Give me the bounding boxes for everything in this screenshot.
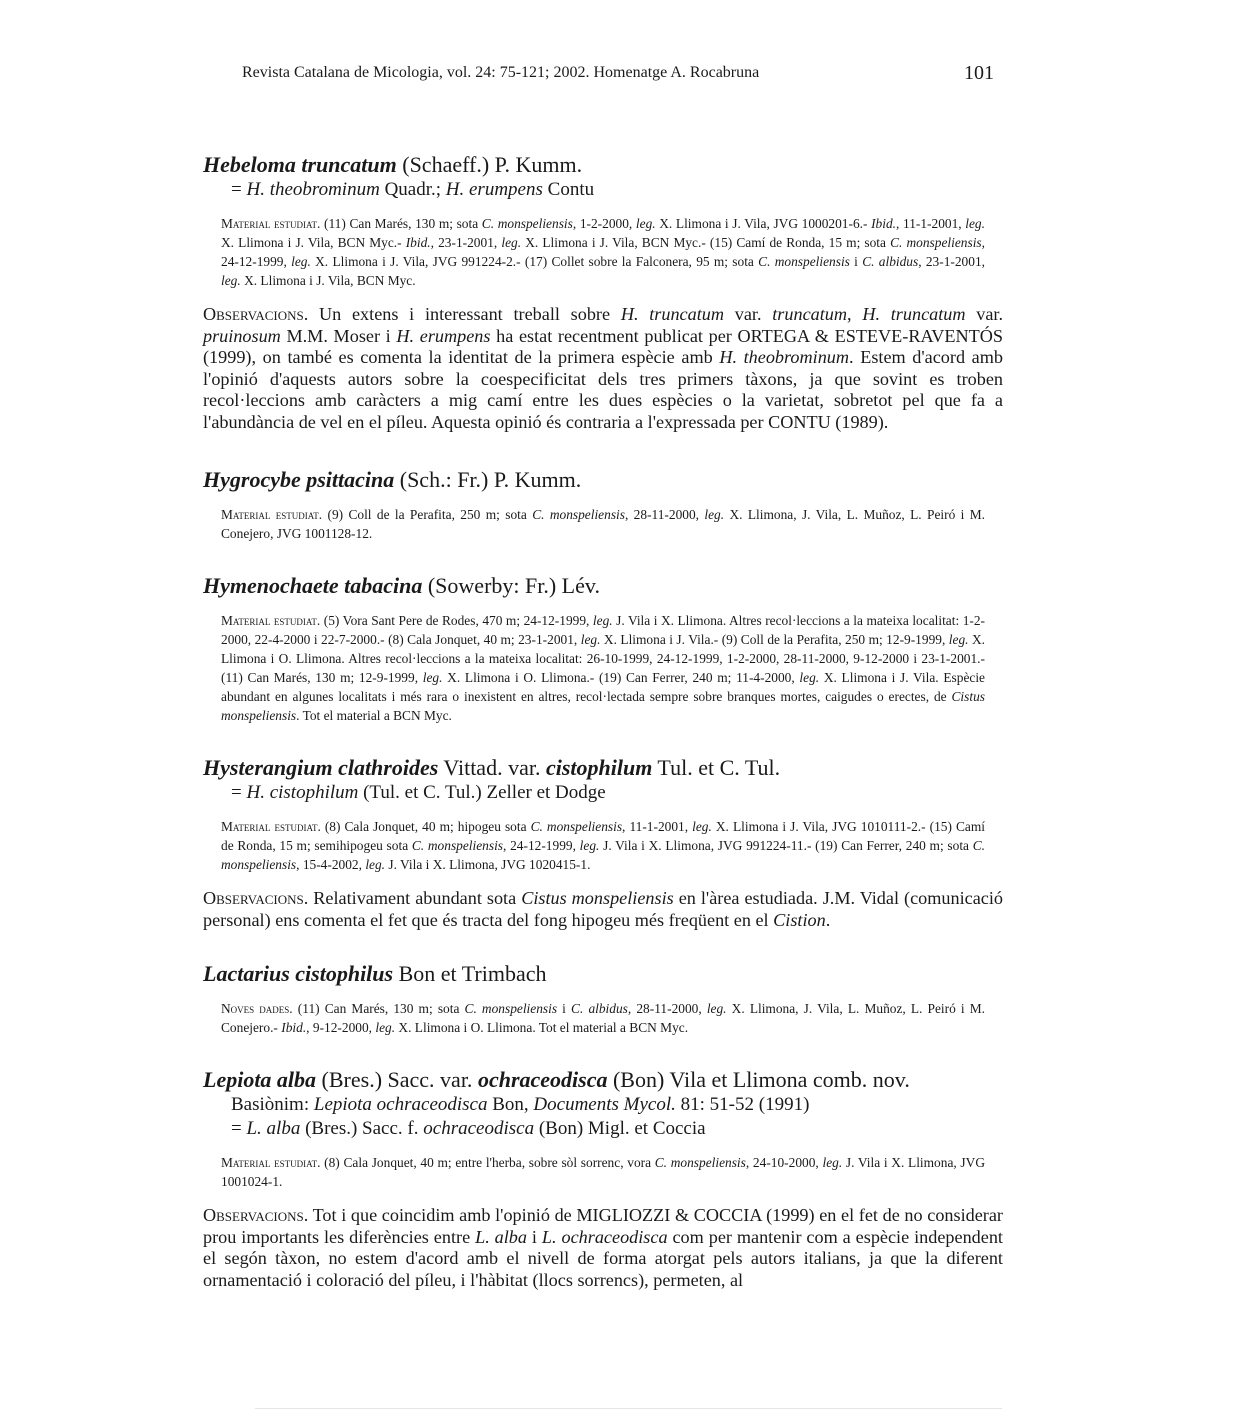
material-run: leg. bbox=[692, 819, 712, 834]
synonym-run: Lepiota ochraceodisca bbox=[313, 1094, 488, 1115]
observations-run: L. ochraceodisca bbox=[541, 1226, 668, 1247]
material-run: C. monspeliensis bbox=[530, 819, 623, 834]
entry-spacer bbox=[203, 931, 1003, 961]
observations-run: H. truncatum bbox=[620, 304, 724, 324]
material-run: , 28-11-2000, bbox=[624, 507, 705, 522]
material-run: X. Llimona i J. Vila, BCN Myc.- (15) Camí de Ronda, 15 m; sota bbox=[521, 235, 891, 250]
material-run: , 9-12-2000, bbox=[306, 1020, 376, 1035]
material-examined bbox=[221, 214, 985, 290]
observations-run: . Estem d'acord amb l'opinió d'aquests autors sobre la coespecificitat dels tres primers tàxons, ja que sovint es troben recol·leccions amb caràcters a mig camí entre les dues espècies o la varietat, sobretot pel que fa a l'abundància de vel en el píleu. Aquesta opinió és contraria a l'expressada per CONTU (1989). bbox=[203, 347, 1003, 432]
entry-spacer bbox=[203, 433, 1003, 467]
synonym-run: Quadr.; bbox=[379, 179, 446, 200]
observations-run: , bbox=[847, 304, 863, 324]
observations-run: Cistion bbox=[773, 909, 826, 930]
material-run: leg. bbox=[592, 613, 613, 628]
synonym-run: Contu bbox=[542, 179, 595, 200]
observations-run: com per mantenir com a espècie independent el segón tàxon, no estem d'acord amb el nivell de forma atorgat pels autors italians, ja que la diferent ornamentació i coloració del píleu, i l'hàbitat (llocs sorrencs), permeten, al bbox=[203, 1226, 1003, 1290]
synonym-run: L. alba bbox=[246, 1118, 301, 1139]
material-run: , 28-11-2000, bbox=[627, 1001, 707, 1016]
material-run: C. monspeliensis bbox=[411, 838, 504, 853]
material-run: X. Llimona i J. Vila, JVG 1010111-2.- (15) Camí de Ronda, 15 m; semihipogeu sota bbox=[221, 819, 985, 853]
material-examined bbox=[221, 505, 985, 543]
material-run: C. monspeliensis bbox=[464, 1001, 558, 1016]
material-run: X. Llimona i J. Vila, BCN Myc.- bbox=[221, 235, 406, 250]
observations-run: Tot i que coincidim amb l'opinió de MIGLIOZZI & COCCIA (1999) en el fet de no considerar prou importants les diferències entre bbox=[203, 1205, 1003, 1247]
material-label: Material estudiat. bbox=[221, 216, 325, 231]
material-run: i bbox=[557, 1001, 572, 1016]
material-run: . Tot el material a BCN Myc. bbox=[296, 708, 452, 723]
material-run: X. Llimona, J. Vila, L. Muñoz, L. Peiró i M. Conejero, JVG 1001128-12. bbox=[221, 507, 985, 541]
species-title bbox=[203, 152, 1003, 178]
journal-citation: Revista Catalana de Micologia, vol. 24: 75-121; 2002. Homenatge A. Rocabruna bbox=[242, 64, 760, 81]
material-run: X. Llimona, J. Vila, L. Muñoz, L. Peiró i M. Conejero.- bbox=[221, 1001, 986, 1035]
synonym-run: = bbox=[231, 179, 247, 200]
observations-run: i bbox=[527, 1226, 542, 1247]
synonym-run: Basiònim: bbox=[231, 1094, 314, 1115]
entry-spacer bbox=[203, 1037, 1003, 1067]
material-run: X. Llimona i J. Vila.- (9) Coll de la Perafita, 250 m; 12-9-1999, bbox=[600, 632, 949, 647]
material-run: leg. bbox=[799, 670, 820, 685]
material-run: i bbox=[849, 254, 863, 269]
observations-run: en l'àrea estudiada. J.M. Vidal (comunicació personal) ens comenta el fet que és tracta del fong hipogeu més freqüent en el bbox=[203, 888, 1003, 930]
species-name: Hebeloma truncatum bbox=[203, 152, 397, 177]
scan-edge-line bbox=[255, 1408, 1002, 1409]
observations bbox=[203, 1205, 1003, 1291]
observations-run: Cistus monspeliensis bbox=[521, 888, 674, 908]
species-author: (Sowerby: Fr.) Lév. bbox=[422, 573, 600, 598]
synonym-run: (Tul. et C. Tul.) Zeller et Dodge bbox=[358, 782, 606, 803]
material-run: , 1-2-2000, bbox=[572, 216, 636, 231]
species-author: (Bres.) Sacc. var. bbox=[316, 1067, 478, 1092]
species-author: (Schaeff.) P. Kumm. bbox=[396, 152, 583, 177]
species-title bbox=[203, 467, 1003, 493]
material-label: Noves dades. bbox=[221, 1001, 298, 1016]
variety-author: Tul. et C. Tul. bbox=[652, 755, 781, 780]
species-title bbox=[203, 573, 1003, 599]
synonym-run: (Bon) Migl. et Coccia bbox=[534, 1118, 706, 1139]
material-run: C. albidus bbox=[862, 254, 919, 269]
material-run: (8) Cala Jonquet, 40 m; entre l'herba, sobre sòl sorrenc, vora bbox=[324, 1155, 655, 1170]
species-entry bbox=[203, 755, 1003, 931]
observations-run: M.M. Moser i bbox=[280, 325, 397, 346]
synonym-line bbox=[231, 178, 1003, 202]
observations-run: Un extens i interessant treball sobre bbox=[308, 304, 621, 324]
synonym-run: ochraceodisca bbox=[423, 1118, 535, 1139]
species-entry bbox=[203, 152, 1003, 433]
material-run: , 11-1-2001, bbox=[896, 216, 966, 231]
material-run: C. monspeliensis bbox=[221, 838, 986, 872]
material-examined bbox=[221, 999, 985, 1037]
synonym-run: H. cistophilum bbox=[246, 782, 359, 803]
material-run: C. monspeliensis bbox=[890, 235, 982, 250]
species-author: (Sch.: Fr.) P. Kumm. bbox=[394, 467, 582, 492]
material-run: Cistus monspeliensis bbox=[221, 689, 985, 723]
entry-spacer bbox=[203, 725, 1003, 755]
material-label: Material estudiat. bbox=[221, 819, 325, 834]
variety-name: cistophilum bbox=[545, 755, 653, 780]
material-run: J. Vila i X. Llimona, JVG 991224-11.- (19) Can Ferrer, 240 m; sota bbox=[599, 838, 973, 853]
observations-run: var. bbox=[724, 304, 773, 324]
observations-label: Observacions. bbox=[203, 888, 309, 908]
observations-run: H. theobrominum bbox=[719, 347, 850, 367]
material-run: Ibid. bbox=[281, 1020, 307, 1035]
species-author: Vittad. var. bbox=[438, 755, 546, 780]
material-label: Material estudiat. bbox=[221, 507, 328, 522]
observations-label: Observacions. bbox=[203, 1205, 309, 1225]
material-run: Ibid. bbox=[405, 235, 431, 250]
observations bbox=[203, 888, 1003, 931]
material-run: , 23-1-2001, bbox=[430, 235, 502, 250]
material-run: , 15-4-2002, bbox=[296, 857, 366, 872]
synonym-run: 81: 51-52 (1991) bbox=[675, 1094, 810, 1115]
material-run: X. Llimona i O. Llimona.- (19) Can Ferrer, 240 m; 11-4-2000, bbox=[442, 670, 800, 685]
observations bbox=[203, 304, 1003, 433]
material-run: X. Llimona i O. Llimona. Altres recol·leccions a la mateixa localitat: 26-10-1999, 24-12-1999, 1-2-2000, 28-11-2000, 9-12-2000 i 23-1-2001.- (11) Can Marés, 130 m; 12-9-1999, bbox=[221, 632, 985, 685]
observations-run: truncatum bbox=[772, 304, 848, 324]
material-run: X. Llimona i J. Vila, JVG 991224-2.- (17) Collet sobre la Falconera, 95 m; sota bbox=[310, 254, 759, 269]
material-run: X. Llimona i J. Vila, BCN Myc. bbox=[240, 273, 416, 288]
material-run: C. monspeliensis bbox=[758, 254, 850, 269]
material-run: J. Vila i X. Llimona. Altres recol·leccions a la mateixa localitat: 1-2-2000, 22-4-2000 i 22-7-2000.- (8) Cala Jonquet, 40 m; 23-1-2001, bbox=[221, 613, 986, 647]
material-run: leg. bbox=[704, 507, 725, 522]
species-name: Lepiota alba bbox=[203, 1067, 317, 1092]
material-run: leg. bbox=[221, 273, 241, 288]
species-title bbox=[203, 961, 1003, 987]
material-run: leg. bbox=[291, 254, 311, 269]
material-run: , 24-12-1999, bbox=[221, 235, 985, 269]
synonym-run: Bon, bbox=[487, 1094, 534, 1115]
synonym-line bbox=[231, 1117, 1003, 1141]
observations-run: ha estat recentment publicat per ORTEGA & ESTEVE-RAVENTÓS (1999), on també es comenta la identitat de la primera espècie amb bbox=[203, 325, 1004, 367]
material-run: (8) Cala Jonquet, 40 m; hipogeu sota bbox=[324, 819, 531, 834]
species-name: Hymenochaete tabacina bbox=[203, 573, 423, 598]
species-entry bbox=[203, 961, 1003, 1037]
species-entry bbox=[203, 573, 1003, 725]
material-run: C. monspeliensis bbox=[532, 507, 625, 522]
synonym-line bbox=[231, 1093, 1003, 1117]
variety-name: ochraceodisca bbox=[477, 1067, 608, 1092]
material-run: , 11-1-2001, bbox=[622, 819, 693, 834]
observations-run: var. bbox=[965, 304, 1004, 324]
observations-run: Relativament abundant sota bbox=[308, 888, 522, 908]
synonym-run: = bbox=[231, 1118, 247, 1139]
material-run: Ibid. bbox=[871, 216, 897, 231]
material-run: , 24-10-2000, bbox=[745, 1155, 823, 1170]
material-run: X. Llimona i J. Vila, JVG 1000201-6.- bbox=[655, 216, 872, 231]
species-name: Lactarius cistophilus bbox=[203, 961, 394, 986]
species-name: Hygrocybe psittacina bbox=[203, 467, 395, 492]
observations-run: L. alba bbox=[475, 1226, 527, 1247]
material-run: leg. bbox=[948, 632, 969, 647]
material-run: (9) Coll de la Perafita, 250 m; sota bbox=[327, 507, 533, 522]
species-name: Hysterangium clathroides bbox=[203, 755, 439, 780]
entry-spacer bbox=[203, 543, 1003, 573]
observations-run: pruinosum bbox=[203, 325, 281, 346]
observations-run: H. erumpens bbox=[396, 325, 491, 346]
material-run: leg. bbox=[501, 235, 522, 250]
variety-author: (Bon) Vila et Llimona comb. nov. bbox=[607, 1067, 910, 1092]
material-run: C. monspeliensis bbox=[481, 216, 573, 231]
synonym-run: = bbox=[231, 782, 247, 803]
material-examined bbox=[221, 817, 985, 874]
material-run: , 24-12-1999, bbox=[503, 838, 580, 853]
material-run: (5) Vora Sant Pere de Rodes, 470 m; 24-12-1999, bbox=[323, 613, 593, 628]
material-label: Material estudiat. bbox=[221, 1155, 325, 1170]
material-run: leg. bbox=[375, 1020, 396, 1035]
page-number: 101 bbox=[964, 62, 994, 84]
material-run: leg. bbox=[822, 1155, 843, 1170]
material-run: J. Vila i X. Llimona, JVG 1020415-1. bbox=[385, 857, 591, 872]
synonym-run: H. erumpens bbox=[445, 179, 543, 200]
species-title bbox=[203, 1067, 1003, 1093]
material-examined bbox=[221, 1153, 985, 1191]
observations-run: H. truncatum bbox=[862, 304, 966, 324]
material-run: C. monspeliensis bbox=[654, 1155, 746, 1170]
article-body bbox=[203, 152, 1003, 1291]
synonym-line bbox=[231, 781, 1003, 805]
observations-run: . bbox=[825, 909, 831, 930]
material-examined bbox=[221, 611, 985, 725]
material-run: X. Llimona i O. Llimona. Tot el material a BCN Myc. bbox=[395, 1020, 689, 1035]
species-entry bbox=[203, 1067, 1003, 1291]
synonym-run: Documents Mycol. bbox=[533, 1094, 676, 1115]
material-run: (11) Can Marés, 130 m; sota bbox=[324, 216, 482, 231]
species-author: Bon et Trimbach bbox=[393, 961, 547, 986]
material-run: X. Llimona i J. Vila. Espècie abundant en algunes localitats i més rara o inexistent en altres, recol·lectada sempre sobre branques mortes, caigudes o erectes, de bbox=[221, 670, 985, 704]
material-run: leg. bbox=[635, 216, 656, 231]
material-run: leg. bbox=[422, 670, 443, 685]
material-run: leg. bbox=[365, 857, 386, 872]
material-run: leg. bbox=[706, 1001, 727, 1016]
material-run: leg. bbox=[579, 838, 600, 853]
material-run: leg. bbox=[965, 216, 985, 231]
material-run: , 23-1-2001, bbox=[918, 254, 985, 269]
synonym-run: H. theobrominum bbox=[246, 179, 380, 200]
synonym-run: (Bres.) Sacc. f. bbox=[300, 1118, 424, 1139]
material-run: J. Vila i X. Llimona, JVG 1001024-1. bbox=[221, 1155, 985, 1189]
observations-label: Observacions. bbox=[203, 304, 309, 324]
material-run: C. albidus bbox=[571, 1001, 628, 1016]
material-run: (11) Can Marés, 130 m; sota bbox=[297, 1001, 465, 1016]
species-title bbox=[203, 755, 1003, 781]
species-entry bbox=[203, 467, 1003, 543]
material-run: leg. bbox=[580, 632, 601, 647]
material-label: Material estudiat. bbox=[221, 613, 324, 628]
